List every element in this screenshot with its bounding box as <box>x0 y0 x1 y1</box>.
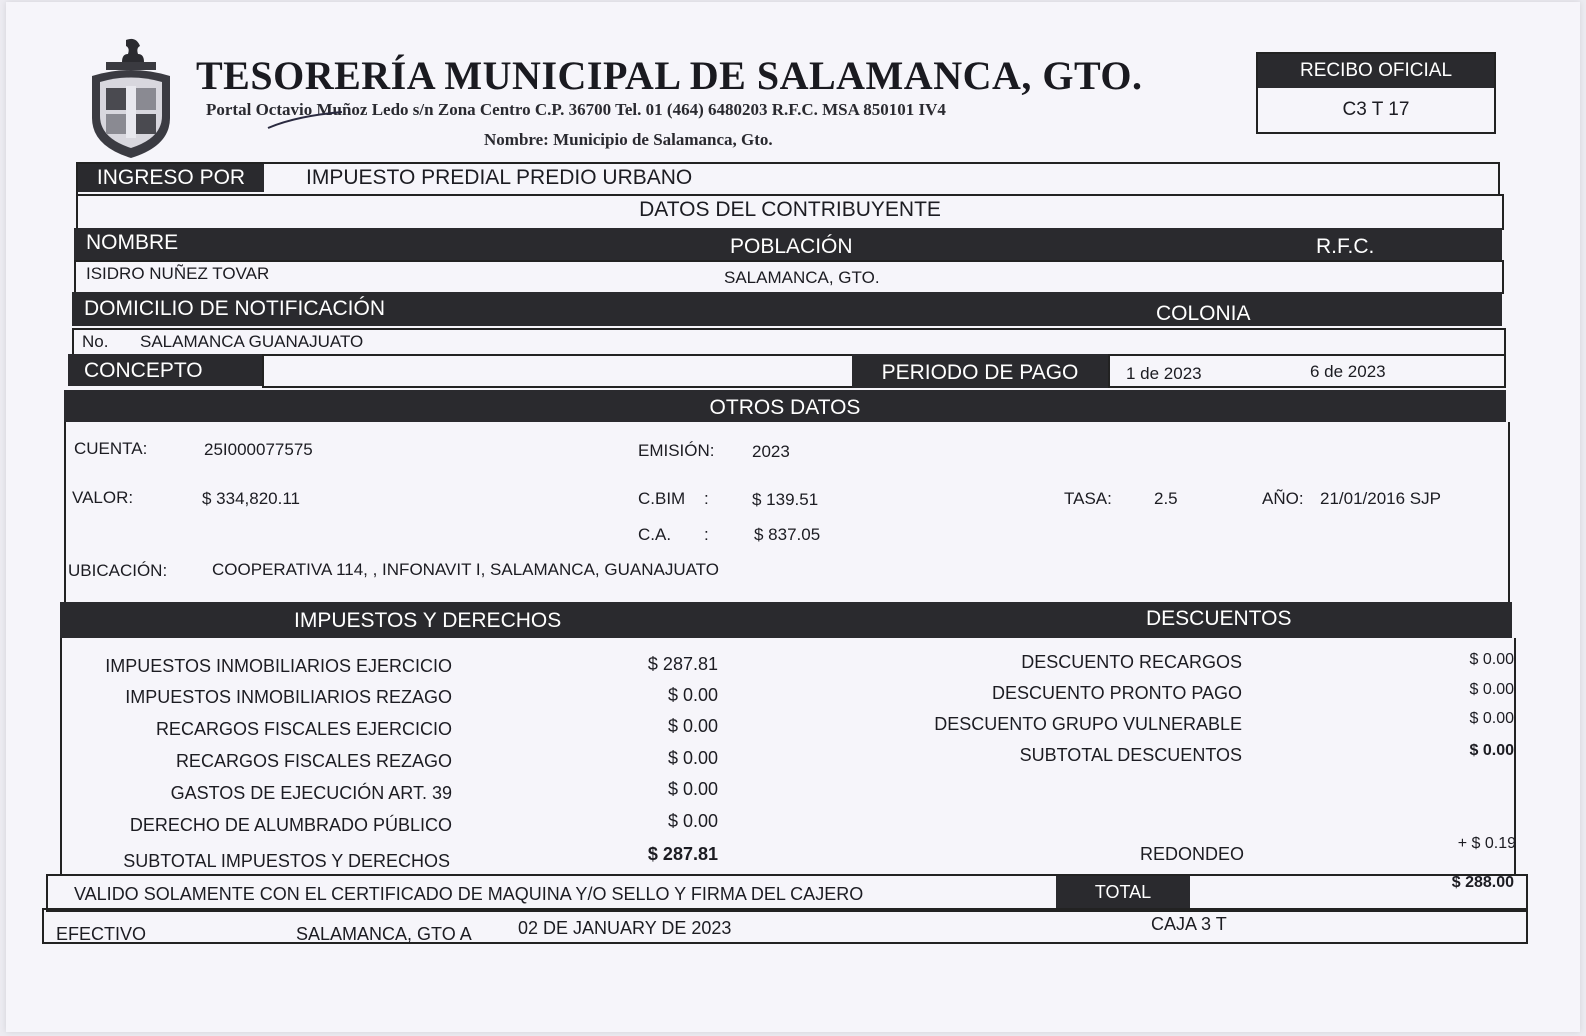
colonia-label: COLONIA <box>1156 302 1251 325</box>
impuestos-subtotal-value: $ 287.81 <box>647 844 718 864</box>
rfc-label: R.F.C. <box>1316 235 1375 258</box>
ingreso-value: IMPUESTO PREDIAL PREDIO URBANO <box>306 166 693 189</box>
contribuyente-nombre: ISIDRO NUÑEZ TOVAR <box>86 264 270 283</box>
emision-label: EMISIÓN: <box>638 441 715 460</box>
ubicacion-value: COOPERATIVA 114, , INFONAVIT I, SALAMANCA, GUANAJUATO <box>212 560 719 579</box>
descuento-value: $ 0.00 <box>1469 651 1514 668</box>
poblacion-label: POBLACIÓN <box>730 235 853 258</box>
cbim-value: $ 139.51 <box>752 490 819 509</box>
cashier-box: CAJA 3 T <box>1151 914 1227 934</box>
concepto-value-box <box>262 354 854 388</box>
domicilio-label: DOMICILIO DE NOTIFICACIÓN <box>84 297 386 320</box>
otros-datos-title: OTROS DATOS <box>709 396 861 419</box>
ca-colon: : <box>704 525 709 544</box>
cuenta-label: CUENTA: <box>74 439 148 458</box>
impuesto-label: RECARGOS FISCALES EJERCICIO <box>155 719 452 739</box>
anio-value: 21/01/2016 SJP <box>1320 489 1441 508</box>
emision-value: 2023 <box>752 442 790 461</box>
payment-method: EFECTIVO <box>56 924 147 944</box>
cbim-label: C.BIM <box>638 489 686 508</box>
receipt-number-box <box>1256 52 1496 134</box>
ubicacion-label: UBICACIÓN: <box>68 561 168 580</box>
total-label: TOTAL <box>1094 882 1152 902</box>
impuestos-section-title: IMPUESTOS Y DERECHOS <box>294 609 562 632</box>
impuesto-value: $ 0.00 <box>667 811 718 831</box>
impuesto-label: GASTOS DE EJECUCIÓN ART. 39 <box>170 783 452 803</box>
footer-payment-row <box>42 908 1528 944</box>
issuer-name: Nombre: Municipio de Salamanca, Gto. <box>484 130 773 149</box>
periodo-label: PERIODO DE PAGO <box>881 361 1079 384</box>
receipt-number-label: RECIBO OFICIAL <box>1258 54 1494 88</box>
ca-value: $ 837.05 <box>754 525 821 544</box>
nombre-label: NOMBRE <box>86 231 179 254</box>
descuentos-subtotal-value: $ 0.00 <box>1469 742 1514 759</box>
impuesto-value: $ 0.00 <box>667 779 718 799</box>
tasa-label: TASA: <box>1064 489 1112 508</box>
impuesto-label: IMPUESTOS INMOBILIARIOS REZAGO <box>125 687 452 707</box>
domicilio-no-label: No. <box>82 332 109 351</box>
descuentos-subtotal-label: SUBTOTAL DESCUENTOS <box>1019 745 1242 765</box>
descuento-value: $ 0.00 <box>1469 710 1514 727</box>
impuesto-label: DERECHO DE ALUMBRADO PÚBLICO <box>129 815 452 835</box>
pen-mark-icon <box>266 110 346 132</box>
impuesto-value: $ 287.81 <box>647 654 718 674</box>
payment-place: SALAMANCA, GTO A <box>296 924 472 944</box>
contribuyente-poblacion: SALAMANCA, GTO. <box>724 268 880 287</box>
issuer-title: TESORERÍA MUNICIPAL DE SALAMANCA, GTO. <box>196 53 1143 98</box>
descuento-label: DESCUENTO GRUPO VULNERABLE <box>934 714 1242 734</box>
concepto-label: CONCEPTO <box>84 359 203 382</box>
ca-label: C.A. <box>638 525 672 544</box>
descuento-value: $ 0.00 <box>1469 681 1514 698</box>
tasa-value: 2.5 <box>1154 489 1178 508</box>
impuestos-descuentos-band <box>60 602 1512 638</box>
anio-label: AÑO: <box>1262 489 1304 508</box>
domicilio-value: SALAMANCA GUANAJUATO <box>140 332 364 351</box>
validity-note: VALIDO SOLAMENTE CON EL CERTIFICADO DE MAQUINA Y/O SELLO Y FIRMA DEL CAJERO <box>74 884 864 904</box>
descuento-label: DESCUENTO RECARGOS <box>1021 652 1242 672</box>
valor-value: $ 334,820.11 <box>202 489 300 508</box>
ingreso-label: INGRESO POR <box>78 164 264 192</box>
issuer-address: Portal Octavio Muñoz Ledo s/n Zona Centro C.P. 36700 Tel. 01 (464) 6480203 R.F.C. MSA 850101 IV4 <box>206 100 946 119</box>
redondeo-value: + $ 0.19 <box>1457 835 1516 852</box>
contribuyente-section-title: DATOS DEL CONTRIBUYENTE <box>639 198 941 221</box>
impuesto-value: $ 0.00 <box>667 716 718 736</box>
impuesto-label: IMPUESTOS INMOBILIARIOS EJERCICIO <box>105 656 452 676</box>
impuesto-value: $ 0.00 <box>667 748 718 768</box>
impuesto-value: $ 0.00 <box>667 685 718 705</box>
cbim-colon: : <box>704 489 709 508</box>
impuestos-subtotal-label: SUBTOTAL IMPUESTOS Y DERECHOS <box>123 851 450 871</box>
municipal-coat-of-arms-icon <box>86 36 176 162</box>
total-value: $ 288.00 <box>1451 874 1514 891</box>
descuentos-section-title: DESCUENTOS <box>1146 607 1292 630</box>
ingreso-row <box>76 162 1500 196</box>
redondeo-label: REDONDEO <box>1139 844 1244 864</box>
descuento-label: DESCUENTO PRONTO PAGO <box>991 683 1242 703</box>
periodo-inicio: 1 de 2023 <box>1126 364 1202 383</box>
receipt-paper <box>6 2 1580 1032</box>
periodo-fin: 6 de 2023 <box>1310 362 1386 381</box>
payment-date: 02 DE JANUARY DE 2023 <box>518 918 732 938</box>
cuenta-value: 25I000077575 <box>204 440 313 459</box>
valor-label: VALOR: <box>72 488 134 507</box>
impuesto-label: RECARGOS FISCALES REZAGO <box>175 751 452 771</box>
receipt-number-value: C3 T 17 <box>1342 99 1410 120</box>
